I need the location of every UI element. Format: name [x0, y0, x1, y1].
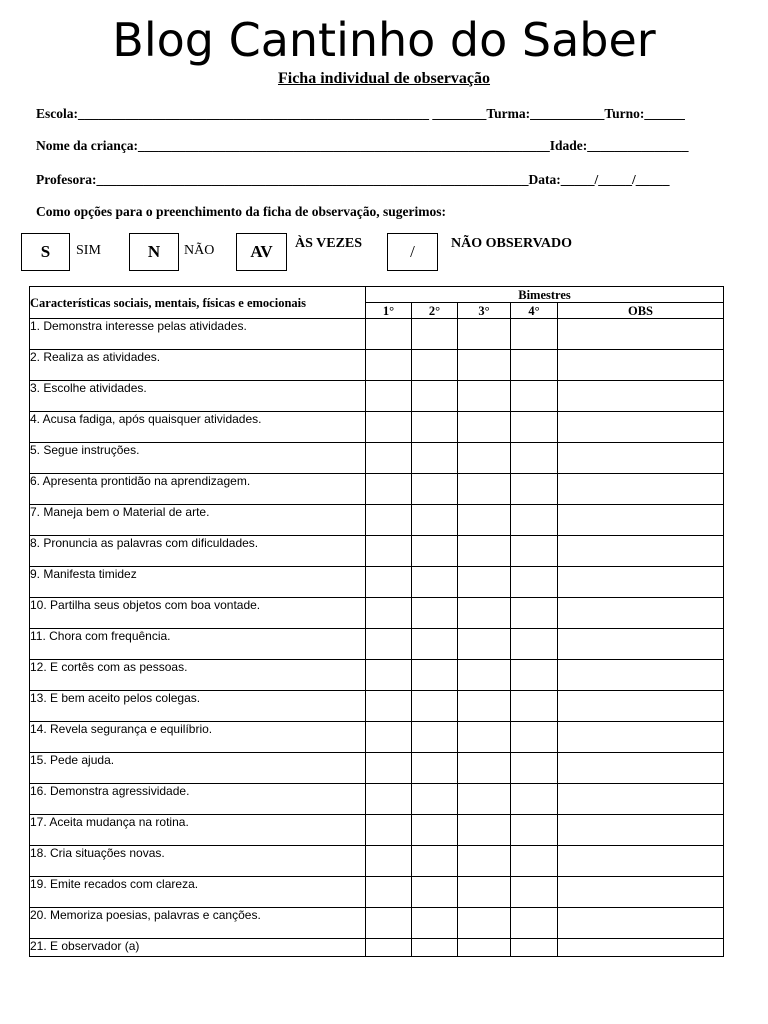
bimester-4-cell[interactable]: [511, 722, 558, 753]
table-row: [30, 474, 724, 505]
bimester-2-cell[interactable]: [412, 815, 458, 846]
bimester-3-cell[interactable]: [458, 350, 511, 381]
characteristic-label: 18. Cria situações novas.: [30, 846, 366, 877]
table-row: [30, 877, 724, 908]
bimester-2-cell[interactable]: [412, 350, 458, 381]
form-title: Ficha individual de observação: [277, 70, 491, 87]
characteristic-label: 10. Partilha seus objetos com boa vontade.: [30, 598, 366, 629]
bimester-2-cell[interactable]: [412, 381, 458, 412]
bimester-4-cell[interactable]: [511, 629, 558, 660]
obs-cell[interactable]: [558, 877, 724, 908]
bimester-3-cell[interactable]: [458, 536, 511, 567]
bimester-4-cell[interactable]: [511, 846, 558, 877]
obs-cell[interactable]: [558, 381, 724, 412]
bimester-3-cell[interactable]: [458, 381, 511, 412]
bimester-4-cell[interactable]: [511, 784, 558, 815]
bimester-1-cell[interactable]: [366, 691, 412, 722]
bimester-1-cell[interactable]: [366, 350, 412, 381]
bimester-2-cell[interactable]: [412, 691, 458, 722]
bimester-1-cell[interactable]: [366, 319, 412, 350]
bimester-3-cell[interactable]: [458, 846, 511, 877]
characteristic-label: 19. Emite recados com clareza.: [30, 877, 366, 908]
table-row: [30, 536, 724, 567]
characteristic-label: 1. Demonstra interesse pelas atividades.: [30, 319, 366, 350]
bimester-3-cell[interactable]: [458, 567, 511, 598]
obs-cell[interactable]: [558, 350, 724, 381]
bimester-2-cell[interactable]: [412, 753, 458, 784]
obs-cell[interactable]: [558, 846, 724, 877]
school-field[interactable]: Escola:____________________________________________________ ________Turma:___________Turno:______: [36, 106, 685, 121]
bimester-2-cell[interactable]: [412, 536, 458, 567]
bimester-2-cell[interactable]: [412, 846, 458, 877]
bimester-1-cell[interactable]: [366, 567, 412, 598]
characteristic-label: 16. Demonstra agressividade.: [30, 784, 366, 815]
table-row: [30, 350, 724, 381]
bimester-4-cell[interactable]: [511, 505, 558, 536]
column-header-1: 1°: [366, 303, 412, 319]
bimester-3-cell[interactable]: [458, 784, 511, 815]
bimester-2-cell[interactable]: [412, 908, 458, 939]
legend-code-no: N: [129, 233, 179, 271]
observation-rows: [30, 319, 724, 957]
obs-cell[interactable]: [558, 722, 724, 753]
obs-cell[interactable]: [558, 660, 724, 691]
bimester-2-cell[interactable]: [412, 722, 458, 753]
characteristic-label: 12. E cortês com as pessoas.: [30, 660, 366, 691]
obs-cell[interactable]: [558, 474, 724, 505]
bimester-4-cell[interactable]: [511, 567, 558, 598]
obs-cell[interactable]: [558, 691, 724, 722]
bimester-2-cell[interactable]: [412, 598, 458, 629]
bimester-1-cell[interactable]: [366, 629, 412, 660]
bimester-2-cell[interactable]: [412, 784, 458, 815]
obs-cell[interactable]: [558, 598, 724, 629]
instructions-text: Como opções para o preenchimento da ficha de observação, sugerimos:: [36, 204, 446, 219]
characteristics-header: Características sociais, mentais, físicas e emocionais: [30, 287, 366, 319]
bimester-3-cell[interactable]: [458, 877, 511, 908]
characteristic-label: 4. Acusa fadiga, após quaisquer atividades.: [30, 412, 366, 443]
characteristic-label: 2. Realiza as atividades.: [30, 350, 366, 381]
table-row: [30, 629, 724, 660]
bimester-1-cell[interactable]: [366, 660, 412, 691]
characteristic-label: 5. Segue instruções.: [30, 443, 366, 474]
bimester-3-cell[interactable]: [458, 722, 511, 753]
table-row: [30, 412, 724, 443]
characteristic-label: 14. Revela segurança e equilíbrio.: [30, 722, 366, 753]
table-row: [30, 815, 724, 846]
bimester-3-cell[interactable]: [458, 939, 511, 957]
bimester-2-cell[interactable]: [412, 443, 458, 474]
obs-cell[interactable]: [558, 319, 724, 350]
column-header-3: 3°: [458, 303, 511, 319]
bimester-4-cell[interactable]: [511, 474, 558, 505]
characteristic-label: 11. Chora com frequência.: [30, 629, 366, 660]
bimester-3-cell[interactable]: [458, 598, 511, 629]
table-row: [30, 567, 724, 598]
bimester-4-cell[interactable]: [511, 381, 558, 412]
characteristic-label: 3. Escolhe atividades.: [30, 381, 366, 412]
characteristic-label: 15. Pede ajuda.: [30, 753, 366, 784]
table-row: [30, 691, 724, 722]
obs-cell[interactable]: [558, 939, 724, 957]
bimester-2-cell[interactable]: [412, 505, 458, 536]
bimester-2-cell[interactable]: [412, 567, 458, 598]
table-row: [30, 598, 724, 629]
bimester-4-cell[interactable]: [511, 753, 558, 784]
obs-cell[interactable]: [558, 753, 724, 784]
bimester-3-cell[interactable]: [458, 443, 511, 474]
column-header-obs: OBS: [558, 303, 724, 319]
bimester-4-cell[interactable]: [511, 691, 558, 722]
bimester-3-cell[interactable]: [458, 474, 511, 505]
bimester-4-cell[interactable]: [511, 815, 558, 846]
table-row: [30, 846, 724, 877]
bimester-2-cell[interactable]: [412, 629, 458, 660]
bimester-2-cell[interactable]: [412, 877, 458, 908]
characteristic-label: 8. Pronuncia as palavras com dificuldades.: [30, 536, 366, 567]
table-row: [30, 753, 724, 784]
table-row: [30, 939, 724, 957]
bimesters-header: Bimestres: [366, 287, 724, 303]
table-row: [30, 319, 724, 350]
legend-code-yes: S: [21, 233, 70, 271]
bimester-1-cell[interactable]: [366, 815, 412, 846]
obs-cell[interactable]: [558, 443, 724, 474]
bimester-1-cell[interactable]: [366, 505, 412, 536]
observation-table: [29, 286, 724, 957]
table-row: [30, 381, 724, 412]
column-header-4: 4°: [511, 303, 558, 319]
obs-cell[interactable]: [558, 908, 724, 939]
bimester-4-cell[interactable]: [511, 412, 558, 443]
obs-cell[interactable]: [558, 629, 724, 660]
characteristic-label: 7. Maneja bem o Material de arte.: [30, 505, 366, 536]
bimester-1-cell[interactable]: [366, 474, 412, 505]
bimester-4-cell[interactable]: [511, 536, 558, 567]
bimester-2-cell[interactable]: [412, 474, 458, 505]
bimester-2-cell[interactable]: [412, 412, 458, 443]
obs-cell[interactable]: [558, 784, 724, 815]
characteristic-label: 6. Apresenta prontidão na aprendizagem.: [30, 474, 366, 505]
obs-cell[interactable]: [558, 412, 724, 443]
bimester-2-cell[interactable]: [412, 319, 458, 350]
blog-title: Blog Cantinho do Saber: [112, 13, 656, 67]
bimester-1-cell[interactable]: [366, 753, 412, 784]
bimester-3-cell[interactable]: [458, 753, 511, 784]
table-row: [30, 784, 724, 815]
bimester-4-cell[interactable]: [511, 443, 558, 474]
bimester-4-cell[interactable]: [511, 660, 558, 691]
teacher-field[interactable]: Profesora:________________________________________________________________Data:_____/_____/_____: [36, 172, 670, 187]
table-row: [30, 660, 724, 691]
bimester-3-cell[interactable]: [458, 319, 511, 350]
table-row: [30, 722, 724, 753]
table-row: [30, 908, 724, 939]
child-name-field[interactable]: Nome da criança:_____________________________________________________________Idade:_______________: [36, 138, 689, 153]
bimester-1-cell[interactable]: [366, 443, 412, 474]
bimester-1-cell[interactable]: [366, 381, 412, 412]
bimester-3-cell[interactable]: [458, 629, 511, 660]
characteristic-label: 17. Aceita mudança na rotina.: [30, 815, 366, 846]
legend-label-sometimes: ÀS VEZES: [295, 236, 363, 251]
bimester-3-cell[interactable]: [458, 908, 511, 939]
bimester-3-cell[interactable]: [458, 815, 511, 846]
obs-cell[interactable]: [558, 815, 724, 846]
bimester-3-cell[interactable]: [458, 691, 511, 722]
table-row: [30, 505, 724, 536]
bimester-2-cell[interactable]: [412, 660, 458, 691]
legend-label-yes: SIM: [76, 243, 101, 258]
column-header-2: 2°: [412, 303, 458, 319]
bimester-1-cell[interactable]: [366, 722, 412, 753]
bimester-4-cell[interactable]: [511, 877, 558, 908]
bimester-1-cell[interactable]: [366, 536, 412, 567]
characteristic-label: 13. E bem aceito pelos colegas.: [30, 691, 366, 722]
bimester-3-cell[interactable]: [458, 505, 511, 536]
legend-code-sometimes: AV: [236, 233, 287, 271]
bimester-4-cell[interactable]: [511, 598, 558, 629]
bimester-4-cell[interactable]: [511, 939, 558, 957]
table-row: [30, 443, 724, 474]
legend-label-no: NÃO: [184, 243, 215, 258]
bimester-1-cell[interactable]: [366, 939, 412, 957]
bimester-3-cell[interactable]: [458, 412, 511, 443]
bimester-2-cell[interactable]: [412, 939, 458, 957]
obs-cell[interactable]: [558, 567, 724, 598]
characteristic-label: 21. E observador (a): [30, 939, 366, 957]
legend-code-not-observed: /: [387, 233, 438, 271]
bimester-4-cell[interactable]: [511, 350, 558, 381]
characteristic-label: 9. Manifesta timidez: [30, 567, 366, 598]
bimester-4-cell[interactable]: [511, 908, 558, 939]
bimester-1-cell[interactable]: [366, 877, 412, 908]
bimester-1-cell[interactable]: [366, 412, 412, 443]
obs-cell[interactable]: [558, 536, 724, 567]
bimester-4-cell[interactable]: [511, 319, 558, 350]
bimester-3-cell[interactable]: [458, 660, 511, 691]
bimester-1-cell[interactable]: [366, 908, 412, 939]
bimester-1-cell[interactable]: [366, 784, 412, 815]
bimester-1-cell[interactable]: [366, 598, 412, 629]
legend-label-not-observed: NÃO OBSERVADO: [451, 236, 572, 251]
characteristic-label: 20. Memoriza poesias, palavras e canções.: [30, 908, 366, 939]
obs-cell[interactable]: [558, 505, 724, 536]
bimester-1-cell[interactable]: [366, 846, 412, 877]
